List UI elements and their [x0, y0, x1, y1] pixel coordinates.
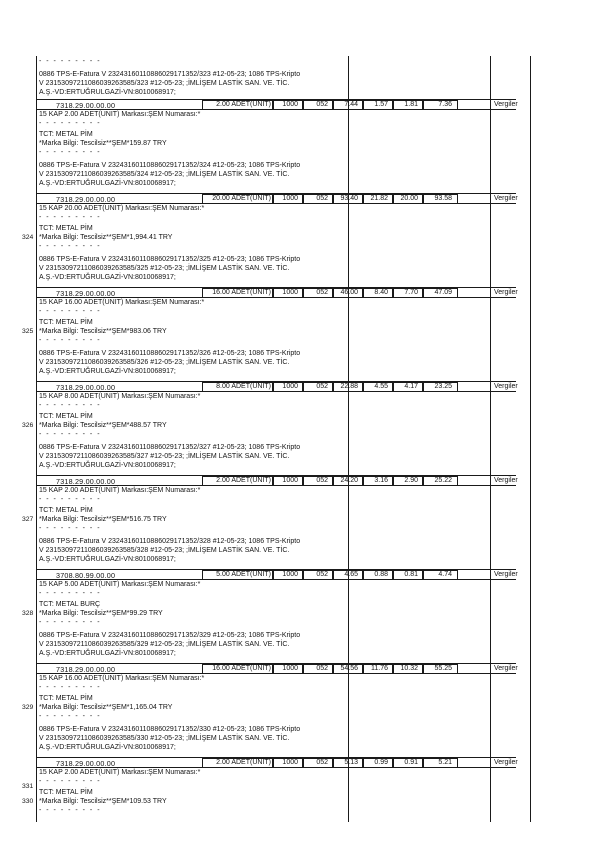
gtip-code: 7318.29.00.00.00: [56, 289, 116, 298]
item-number: 326: [22, 422, 34, 429]
value-cell: 0.99: [374, 759, 388, 766]
package-description: 15 KAP 16.00 ADET(UNIT) Markası:ŞEM Numarası:*: [39, 299, 205, 306]
value-cell: 46.00: [340, 289, 358, 296]
separator-dashes: - - - - - - - - -: [39, 308, 102, 315]
separator-dashes: - - - - - - - - -: [39, 713, 102, 720]
invoice-line: A.Ş.-VD:ERTUĞRULGAZİ-VN:8010068917;: [39, 180, 176, 187]
value-cell: 25.22: [434, 477, 452, 484]
brand-line: *Marka Bilgi: Tescilsiz**ŞEM*109.53 TRY: [39, 798, 167, 805]
value-cell: 11.76: [371, 665, 388, 672]
invoice-line: V 23153097211086039263585/330 #12-05-23; ;İMLİŞEM LASTİK SAN. VE. TİC.: [39, 735, 290, 742]
value-cell: 052: [316, 759, 328, 766]
invoice-line: 0886 TPS-E-Fatura V 23243160110886029171352/330 #12-05-23; 1086 TPS-Kripto: [39, 726, 301, 733]
invoice-line: 0886 TPS-E-Fatura V 23243160110886029171352/323 #12-05-23; 1086 TPS-Kripto: [39, 71, 301, 78]
tct-line: TCT: METAL PİM: [39, 319, 93, 326]
quantity: 2.00 ADET(UNIT): [216, 101, 271, 108]
gtip-code: 7318.29.00.00.00: [56, 101, 116, 110]
entry-sub-rule: [36, 391, 516, 392]
value-cell: 1000: [282, 195, 298, 202]
quantity: 8.00 ADET(UNIT): [216, 383, 271, 390]
invoice-line: 0886 TPS-E-Fatura V 23243160110886029171352/325 #12-05-23; 1086 TPS-Kripto: [39, 256, 301, 263]
mid-column-rule: [348, 56, 349, 822]
invoice-line: A.Ş.-VD:ERTUĞRULGAZİ-VN:8010068917;: [39, 89, 176, 96]
tct-line: TCT: METAL PİM: [39, 507, 93, 514]
quantity: 16.00 ADET(UNIT): [212, 665, 271, 672]
value-cell: 0.81: [404, 571, 418, 578]
separator-dashes: - - - - - - - - -: [39, 807, 102, 814]
invoice-line: 0886 TPS-E-Fatura V 23243160110886029171352/324 #12-05-23; 1086 TPS-Kripto: [39, 162, 301, 169]
value-cell: 7.44: [344, 101, 358, 108]
value-cell: 55.25: [434, 665, 452, 672]
invoice-line: V 23153097211086039263585/329 #12-05-23; ;İMLİŞEM LASTİK SAN. VE. TİC.: [39, 641, 290, 648]
tct-line: TCT: METAL PİM: [39, 131, 93, 138]
package-description: 15 KAP 8.00 ADET(UNIT) Markası:ŞEM Numarası:*: [39, 393, 201, 400]
invoice-line: V 23153097211086039263585/326 #12-05-23; ;İMLİŞEM LASTİK SAN. VE. TİC.: [39, 359, 290, 366]
invoice-line: A.Ş.-VD:ERTUĞRULGAZİ-VN:8010068917;: [39, 462, 176, 469]
gtip-code: 7318.29.00.00.00: [56, 759, 116, 768]
value-cell: 93.58: [434, 195, 452, 202]
invoice-line: A.Ş.-VD:ERTUĞRULGAZİ-VN:8010068917;: [39, 744, 176, 751]
tct-line: TCT: METAL PİM: [39, 789, 93, 796]
left-border-rule: [36, 56, 37, 822]
gtip-code: 7318.29.00.00.00: [56, 665, 116, 674]
value-cell: 4.55: [374, 383, 388, 390]
brand-line: *Marka Bilgi: Tescilsiz**ŞEM*516.75 TRY: [39, 516, 167, 523]
value-cell: 5.21: [438, 759, 452, 766]
separator-dashes: - - - - - - - - -: [39, 525, 102, 532]
value-cell: 1000: [282, 101, 298, 108]
gtip-code: 7318.29.00.00.00: [56, 195, 116, 204]
invoice-line: V 23153097211086039263585/325 #12-05-23; ;İMLİŞEM LASTİK SAN. VE. TİC.: [39, 265, 290, 272]
invoice-line: 0886 TPS-E-Fatura V 23243160110886029171352/328 #12-05-23; 1086 TPS-Kripto: [39, 538, 301, 545]
value-cell: 5.13: [344, 759, 358, 766]
right-column-rule: [490, 56, 491, 822]
separator-dashes: - - - - - - - - -: [39, 243, 102, 250]
tct-line: TCT: METAL PİM: [39, 413, 93, 420]
item-number: 331: [22, 783, 34, 790]
invoice-line: V 23153097211086039263585/323 #12-05-23; ;İMLİŞEM LASTİK SAN. VE. TİC.: [39, 80, 290, 87]
value-cell: 21.82: [370, 195, 388, 202]
invoice-line: V 23153097211086039263585/324 #12-05-23; ;İMLİŞEM LASTİK SAN. VE. TİC.: [39, 171, 290, 178]
value-cell: 54.56: [340, 665, 358, 672]
brand-line: *Marka Bilgi: Tescilsiz**ŞEM*1,994.41 TRY: [39, 234, 173, 241]
brand-line: *Marka Bilgi: Tescilsiz**ŞEM*99.29 TRY: [39, 610, 163, 617]
quantity: 5.00 ADET(UNIT): [216, 571, 271, 578]
quantity: 20.00 ADET(UNIT): [212, 195, 271, 202]
invoice-line: V 23153097211086039263585/328 #12-05-23; ;İMLİŞEM LASTİK SAN. VE. TİC.: [39, 547, 290, 554]
brand-line: *Marka Bilgi: Tescilsiz**ŞEM*983.06 TRY: [39, 328, 167, 335]
entry-sub-rule: [36, 109, 516, 110]
taxes-label: Vergiler: [494, 195, 518, 202]
invoice-line: A.Ş.-VD:ERTUĞRULGAZİ-VN:8010068917;: [39, 368, 176, 375]
value-cell: 0.91: [404, 759, 418, 766]
separator-dashes: - - - - - - - - -: [39, 149, 102, 156]
value-cell: 10.32: [400, 665, 418, 672]
value-cell: 93.40: [340, 195, 358, 202]
value-cell: 0.88: [374, 571, 388, 578]
separator-dashes: - - - - - - - - -: [39, 337, 102, 344]
item-number: 330: [22, 798, 34, 805]
gtip-code: 3708.80.99.00.00: [56, 571, 116, 580]
separator-dashes: - - - - - - - - -: [39, 402, 102, 409]
separator-dashes: - - - - - - - - -: [39, 684, 102, 691]
item-number: 325: [22, 328, 34, 335]
value-cell: 22.88: [340, 383, 358, 390]
package-description: 15 KAP 5.00 ADET(UNIT) Markası:ŞEM Numarası:*: [39, 581, 201, 588]
taxes-label: Vergiler: [494, 665, 518, 672]
quantity: 2.00 ADET(UNIT): [216, 477, 271, 484]
separator-dashes: - - - - - - - - -: [39, 590, 102, 597]
tct-line: TCT: METAL PİM: [39, 695, 93, 702]
value-cell: 23.25: [434, 383, 452, 390]
item-number: 327: [22, 516, 34, 523]
value-cell: 1.81: [404, 101, 418, 108]
separator-dashes: - - - - - - - - -: [39, 778, 102, 785]
value-cell: 1000: [282, 477, 298, 484]
separator-dashes: - - - - - - - - -: [39, 58, 102, 65]
entry-sub-rule: [36, 485, 516, 486]
quantity: 2.00 ADET(UNIT): [216, 759, 271, 766]
value-cell: 052: [316, 383, 328, 390]
value-cell: 1000: [282, 383, 298, 390]
value-cell: 052: [316, 195, 328, 202]
value-cell: 3.16: [374, 477, 388, 484]
taxes-label: Vergiler: [494, 571, 518, 578]
gtip-code: 7318.29.00.00.00: [56, 477, 116, 486]
separator-dashes: - - - - - - - - -: [39, 214, 102, 221]
value-cell: 1.57: [374, 101, 388, 108]
package-description: 15 KAP 2.00 ADET(UNIT) Markası:ŞEM Numarası:*: [39, 769, 201, 776]
invoice-line: 0886 TPS-E-Fatura V 23243160110886029171352/326 #12-05-23; 1086 TPS-Kripto: [39, 350, 301, 357]
entry-sub-rule: [36, 579, 516, 580]
entry-sub-rule: [36, 673, 516, 674]
value-cell: 1000: [282, 759, 298, 766]
value-cell: 24.20: [340, 477, 358, 484]
item-number: 329: [22, 704, 34, 711]
value-cell: 2.90: [404, 477, 418, 484]
item-number: 324: [22, 234, 34, 241]
taxes-label: Vergiler: [494, 477, 518, 484]
value-cell: 20.00: [400, 195, 418, 202]
quantity: 16.00 ADET(UNIT): [212, 289, 271, 296]
invoice-line: A.Ş.-VD:ERTUĞRULGAZİ-VN:8010068917;: [39, 556, 176, 563]
value-cell: 7.70: [404, 289, 418, 296]
separator-dashes: - - - - - - - - -: [39, 120, 102, 127]
invoice-line: 0886 TPS-E-Fatura V 23243160110886029171352/327 #12-05-23; 1086 TPS-Kripto: [39, 444, 301, 451]
brand-line: *Marka Bilgi: Tescilsiz**ŞEM*488.57 TRY: [39, 422, 167, 429]
invoice-line: A.Ş.-VD:ERTUĞRULGAZİ-VN:8010068917;: [39, 650, 176, 657]
value-cell: 052: [316, 665, 328, 672]
value-cell: 1000: [282, 665, 298, 672]
taxes-label: Vergiler: [494, 759, 518, 766]
item-number: 328: [22, 610, 34, 617]
taxes-label: Vergiler: [494, 289, 518, 296]
gtip-code: 7318.29.00.00.00: [56, 383, 116, 392]
value-cell: 4.65: [344, 571, 358, 578]
value-cell: 052: [316, 101, 328, 108]
separator-dashes: - - - - - - - - -: [39, 619, 102, 626]
value-cell: 1000: [282, 289, 298, 296]
package-description: 15 KAP 2.00 ADET(UNIT) Markası:ŞEM Numarası:*: [39, 111, 201, 118]
tct-line: TCT: METAL PİM: [39, 225, 93, 232]
value-cell: 052: [316, 477, 328, 484]
value-cell: 052: [316, 571, 328, 578]
invoice-line: 0886 TPS-E-Fatura V 23243160110886029171352/329 #12-05-23; 1086 TPS-Kripto: [39, 632, 301, 639]
invoice-line: A.Ş.-VD:ERTUĞRULGAZİ-VN:8010068917;: [39, 274, 176, 281]
right-border-rule: [530, 56, 531, 822]
entry-sub-rule: [36, 767, 516, 768]
value-cell: 8.40: [374, 289, 388, 296]
taxes-label: Vergiler: [494, 101, 518, 108]
package-description: 15 KAP 16.00 ADET(UNIT) Markası:ŞEM Numarası:*: [39, 675, 205, 682]
separator-dashes: - - - - - - - - -: [39, 431, 102, 438]
value-cell: 4.74: [438, 571, 452, 578]
brand-line: *Marka Bilgi: Tescilsiz**ŞEM*1,165.04 TRY: [39, 704, 173, 711]
invoice-line: V 23153097211086039263585/327 #12-05-23; ;İMLİŞEM LASTİK SAN. VE. TİC.: [39, 453, 290, 460]
value-cell: 7.36: [438, 101, 452, 108]
taxes-label: Vergiler: [494, 383, 518, 390]
separator-dashes: - - - - - - - - -: [39, 496, 102, 503]
value-cell: 1000: [282, 571, 298, 578]
package-description: 15 KAP 20.00 ADET(UNIT) Markası:ŞEM Numarası:*: [39, 205, 205, 212]
entry-sub-rule: [36, 297, 516, 298]
entry-sub-rule: [36, 203, 516, 204]
value-cell: 052: [316, 289, 328, 296]
value-cell: 47.09: [434, 289, 452, 296]
value-cell: 4.17: [404, 383, 418, 390]
brand-line: *Marka Bilgi: Tescilsiz**ŞEM*159.87 TRY: [39, 140, 167, 147]
package-description: 15 KAP 2.00 ADET(UNIT) Markası:ŞEM Numarası:*: [39, 487, 201, 494]
tct-line: TCT: METAL BURÇ: [39, 601, 101, 608]
